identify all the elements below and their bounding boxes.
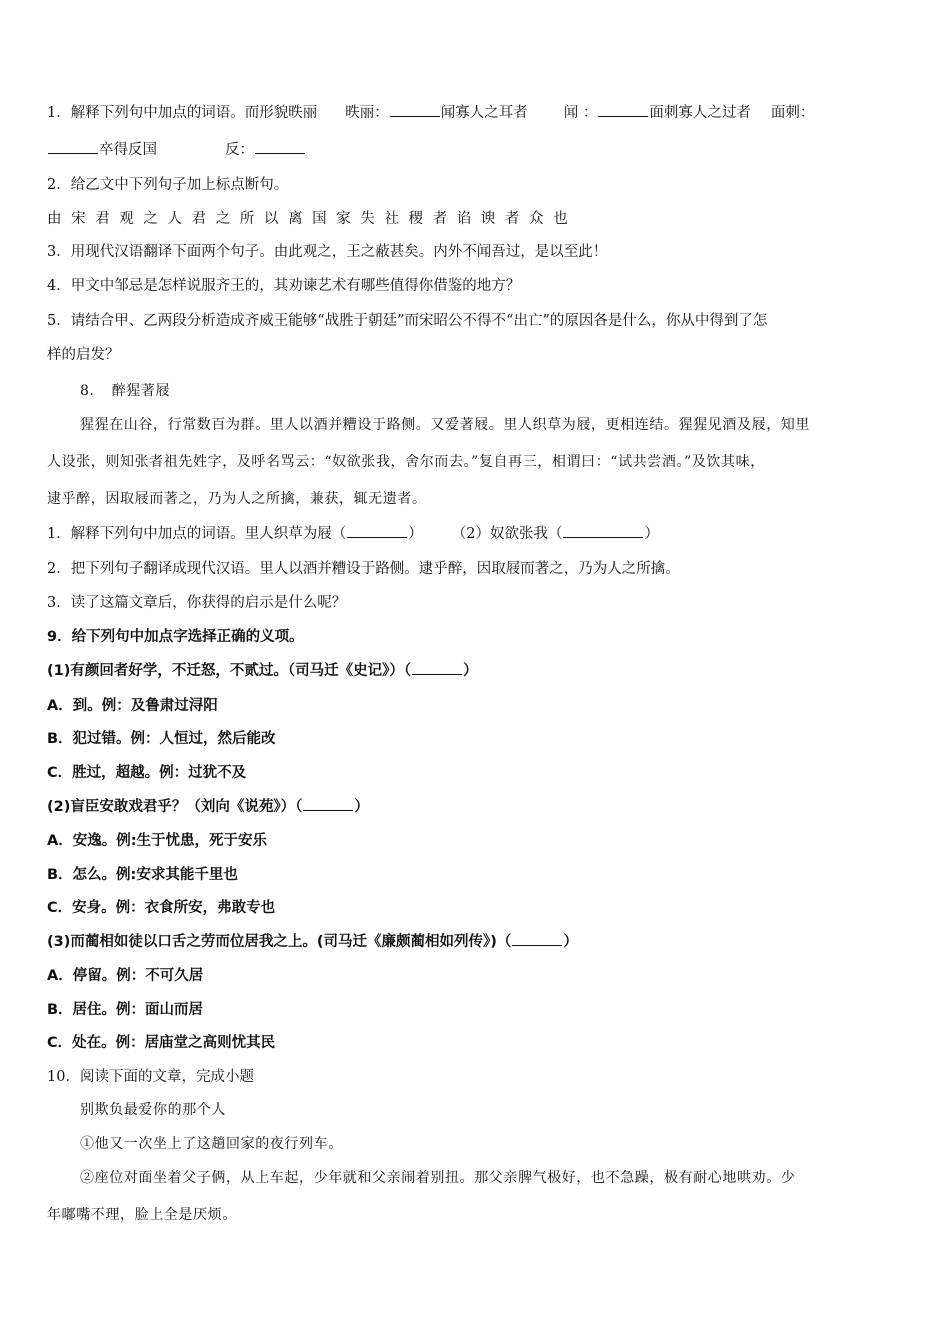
q7-item5-line1: 5．请结合甲、乙两段分析造成齐威王能够“战胜于朝廷”而宋昭公不得不“出亡”的原因各是什么，你从中得到了怎 xyxy=(47,313,768,329)
q9-s1-option-b: B．犯过错。例：人恒过，然后能改 xyxy=(47,731,276,747)
q9-s1-option-a: A．到。例：及鲁肃过浔阳 xyxy=(47,698,218,714)
q9-s2-option-c: C．安身。例：衣食所安，弗敢专也 xyxy=(47,900,276,916)
answer-blank[interactable] xyxy=(347,523,407,538)
q9-sentence3: (3)而蔺相如徒以口舌之劳而位居我之上。(司马迁《廉颇蔺相如列传》)（ ） xyxy=(47,931,578,952)
q9-sentence1: (1)有颜回者好学，不迁怒，不贰过。（司马迁《史记》）（ ） xyxy=(47,660,478,681)
q8-title: 8． 醉猩著屐 xyxy=(80,383,171,399)
q7-item5-line2: 样的启发？ xyxy=(47,347,120,363)
q7-item4: 4．甲文中邹忌是怎样说服齐王的，其劝谏艺术有哪些值得你借鉴的地方？ xyxy=(47,278,521,294)
q7-item2-text: 由宋君观之人君之所以离国家失社稷者谄谀者众也 xyxy=(47,211,578,227)
answer-blank[interactable] xyxy=(390,102,440,117)
answer-blank[interactable] xyxy=(598,102,648,117)
q10-paragraph2-line2: 年嘟嘴不理，脸上全是厌烦。 xyxy=(47,1207,237,1223)
q10-title: 10．阅读下面的文章，完成小题 xyxy=(47,1069,254,1085)
q10-story-title: 别欺负最爱你的那个人 xyxy=(80,1102,226,1118)
q9-sentence2: (2)盲臣安敢戏君乎？（刘向《说苑》）（ ） xyxy=(47,796,369,817)
q9-s1-option-c: C．胜过，超越。例：过犹不及 xyxy=(47,765,247,781)
q7-item1-line1: 1．解释下列句中加点的词语。而形貌昳丽 昳丽： 闻寡人之耳者 闻 ： 面刺寡人之过者 面刺： xyxy=(47,102,814,123)
answer-blank[interactable] xyxy=(412,660,462,675)
q7-item1-line2: 卒得反国 反： xyxy=(47,139,306,160)
answer-blank[interactable] xyxy=(563,523,643,538)
q7-item3: 3．用现代汉语翻译下面两个句子。由此观之，王之蔽甚矣。内外不闻吾过，是以至此！ xyxy=(47,244,608,260)
answer-blank[interactable] xyxy=(48,139,98,154)
q7-item2: 2．给乙文中下列句子加上标点断句。 xyxy=(47,177,289,193)
q9-s3-option-c: C．处在。例：居庙堂之高则忧其民 xyxy=(47,1035,276,1051)
q9-title: 9．给下列句中加点字选择正确的义项。 xyxy=(47,629,304,645)
q8-item3: 3．读了这篇文章后，你获得的启示是什么呢？ xyxy=(47,595,347,611)
q10-paragraph1: ①他又一次坐上了这趟回家的夜行列车。 xyxy=(80,1136,343,1152)
answer-blank[interactable] xyxy=(512,931,562,946)
answer-blank[interactable] xyxy=(303,796,353,811)
q8-passage-line1: 猩猩在山谷，行常数百为群。里人以酒并糟设于路侧。又爱著屐。里人织草为屐，更相连结。猩猩见酒及屐，知里 xyxy=(80,417,810,433)
q8-passage-line3: 逮乎醉，因取屐而著之，乃为人之所擒，兼获，辄无遗者。 xyxy=(47,491,427,507)
q10-paragraph2-line1: ②座位对面坐着父子俩，从上车起，少年就和父亲闹着别扭。那父亲脾气极好，也不急躁，极有耐心地哄劝。少 xyxy=(80,1170,796,1186)
answer-blank[interactable] xyxy=(255,139,305,154)
q9-s2-option-b: B．怎么。例:安求其能千里也 xyxy=(47,867,238,883)
q8-passage-line2: 人设张，则知张者祖先姓字，及呼名骂云：“奴欲张我，舍尔而去。”复自再三，相谓曰：“试共尝酒。”及饮其味， xyxy=(47,454,765,470)
q9-s3-option-a: A．停留。例：不可久居 xyxy=(47,968,204,984)
q8-item2: 2．把下列句子翻译成现代汉语。里人以酒并糟设于路侧。逮乎醉，因取屐而著之，乃为人之所擒。 xyxy=(47,561,680,577)
q9-s3-option-b: B．居住。例：面山而居 xyxy=(47,1002,204,1018)
q9-s2-option-a: A．安逸。例:生于忧患，死于安乐 xyxy=(47,833,268,849)
q8-item1: 1．解释下列句中加点的词语。里人织草为屐（ ） （2）奴欲张我（ ） xyxy=(47,523,659,544)
